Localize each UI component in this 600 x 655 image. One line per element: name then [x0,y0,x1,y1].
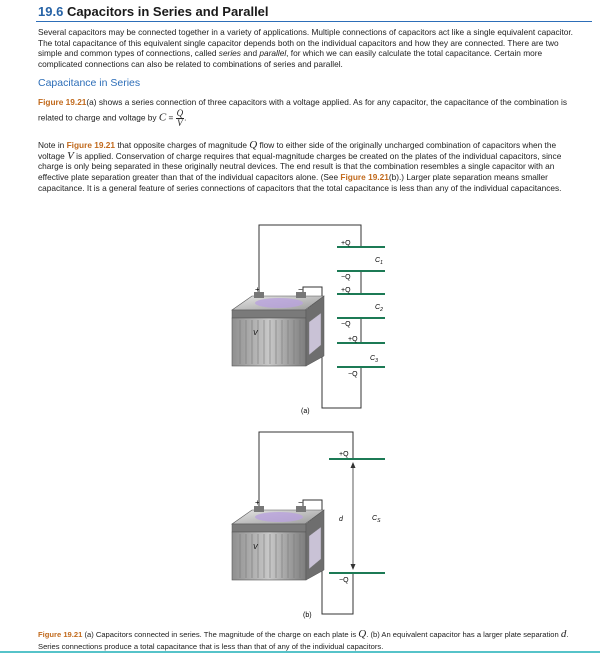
para2-text-d: is applied. Conservation of charge requires that equal-magnitude charges be created on the plates of the individual capacitors, since charge is only being separated in these originally neutral devices. The end result is that the combination resembles a single capacitor with an effective plate separation greater than that of the individual capacitors alone. (See [38,150,562,183]
var-q: Q [249,139,258,151]
panel-b-label: (b) [303,612,312,619]
section-number: 19.6 [38,4,64,19]
capacitor-name: $C_3$ [370,355,378,364]
battery-plus: + [255,498,260,507]
caption-text-c: . Series connections produce a total capacitance that is less than that of any of the individual capacitors. [38,630,569,651]
term-series: series [218,48,241,59]
battery-voltage-label: V [253,544,258,551]
intro-and: and [240,48,260,59]
battery-icon [232,506,324,580]
figure-link[interactable]: Figure 19.21 [38,97,87,107]
eq-lhs: C [158,111,167,124]
charge-plus-label: +Q [341,287,351,294]
charge-plus-label: +Q [348,336,358,343]
var-v: V [67,149,74,162]
para2-text-b: that opposite charges of magnitude [115,140,250,150]
panel-b [232,432,385,619]
charge-minus-label: −Q [348,371,358,378]
eq-numerator: Q [176,108,184,118]
capacitor-name: $C_2$ [375,304,383,313]
battery-icon [232,292,324,366]
charge-minus-label: −Q [339,577,349,584]
charge-minus-label: −Q [341,274,351,281]
intro-text: Several capacitors may be connected together in a variety of applications. Multiple connections of capacitors act like a single equivalent capacitor. The total capacitance of this equivalent single capacitor depends both on the individual capacitors and how they are connected. There are two simple and common types of connections, called [38,27,573,59]
capacitor-name: $C_S$ [372,515,381,524]
charge-plus-label: +Q [341,240,351,247]
caption-text-b: . (b) An equivalent capacitor has a larger plate separation [366,630,561,639]
section-title-text: Capacitors in Series and Parallel [66,4,269,19]
var-d: d [560,628,567,640]
eq-equals: = [166,112,176,123]
battery-voltage-label: V [253,330,258,337]
eq-period: . [184,112,187,123]
panel-a [232,225,385,415]
charge-plus-label: +Q [339,451,349,458]
panel-a-label: (a) [301,408,310,415]
arrow-head-down [351,564,356,570]
capacitor-cs [329,451,385,584]
figure-link[interactable]: Figure 19.21 [66,140,116,150]
caption-text-a: (a) Capacitors connected in series. The magnitude of the charge on each plate is [82,630,359,639]
eq-denominator: V [177,118,183,128]
battery-minus: − [298,498,303,507]
para2-text-e: (b).) Larger plate separation means smaller capacitance. It is a general feature of series connections of capacitors that the total capacitance is less than any of the individual capacitances. [38,172,562,193]
caption-figure-label: Figure 19.21 [38,630,83,639]
para1-text: (a) shows a series connection of three capacitors with a voltage applied. As for any capacitor, the capacitance of the combination is related to charge and voltage by [38,97,567,123]
figure-caption [38,628,578,653]
para2-text-a: Note in [38,140,67,150]
capacitor-name: $C_1$ [375,257,383,266]
battery-plus: + [255,285,260,294]
separation-label: d [339,516,343,523]
intro-text-end: , for which we can easily calculate the total capacitance. Certain more complicated connections can also be related to combinations of series and parallel. [38,48,543,70]
figure-link[interactable]: Figure 19.21 [340,172,389,183]
charge-minus-label: −Q [341,321,351,328]
var-q: Q [358,628,367,640]
battery-minus: − [298,285,303,294]
para2-text-c: flow to either side of the originally uncharged combination of capacitors when the voltage [38,140,557,161]
page-bottom-rule [0,651,600,653]
term-parallel: parallel [259,48,287,59]
arrow-head-up [351,462,356,468]
subsection-heading: Capacitance in Series [38,77,141,89]
